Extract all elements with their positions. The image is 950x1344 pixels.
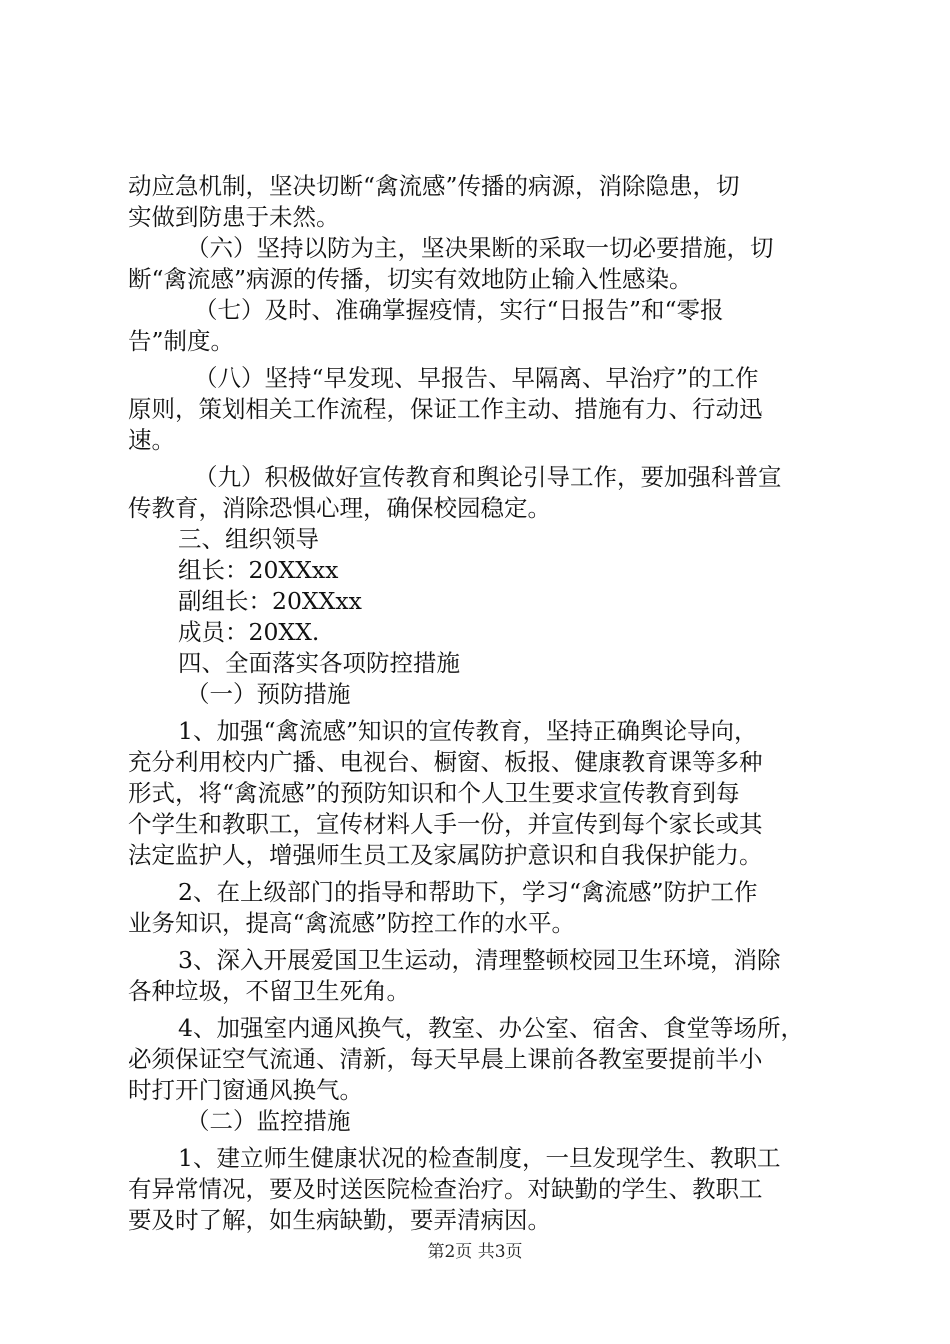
text-line: 4、加强室内通风换气，教室、办公室、宿舍、食堂等场所， [178,1014,804,1042]
text-line: 各种垃圾，不留卫生死角。 [128,977,410,1005]
text-line: 1、建立师生健康状况的检查制度，一旦发现学生、教职工 [178,1144,781,1172]
text-line: 传教育，消除恐惧心理，确保校园稳定。 [128,494,551,522]
text-line: （六）坚持以防为主，坚决果断的采取一切必要措施，切 [186,234,774,262]
subsection-heading: （二）监控措施 [186,1107,351,1135]
text-line: 组长：20XXxx [178,556,339,584]
text-line: （七）及时、准确掌握疫情，实行“日报告”和“零报 [194,296,724,324]
text-line: 原则，策划相关工作流程，保证工作主动、措施有力、行动迅 [128,395,763,423]
text-line: 业务知识，提高“禽流感”防控工作的水平。 [128,909,576,937]
text-line: （八）坚持“早发现、早报告、早隔离、早治疗”的工作 [194,364,759,392]
text-line: 有异常情况，要及时送医院检查治疗。对缺勤的学生、教职工 [128,1175,763,1203]
text-line: 告”制度。 [128,327,235,355]
text-line: 2、在上级部门的指导和帮助下，学习“禽流感”防护工作 [178,878,758,906]
text-line: 要及时了解，如生病缺勤，要弄清病因。 [128,1206,551,1234]
text-line: 速。 [128,426,175,454]
text-line: 形式，将“禽流感”的预防知识和个人卫生要求宣传教育到每 [128,779,740,807]
text-line: 必须保证空气流通、清新，每天早晨上课前各教室要提前半小 [128,1045,763,1073]
page-footer [0,1241,950,1263]
text-line: 法定监护人，增强师生员工及家属防护意识和自我保护能力。 [128,841,763,869]
text-line: 实做到防患于未然。 [128,203,340,231]
section-heading: 四、全面落实各项防控措施 [178,649,460,677]
text-line: 动应急机制，坚决切断“禽流感”传播的病源，消除隐患，切 [128,172,740,200]
text-line: 个学生和教职工，宣传材料人手一份，并宣传到每个家长或其 [128,810,763,838]
text-line: 3、深入开展爱国卫生运动，清理整顿校园卫生环境，消除 [178,946,781,974]
text-line: 时打开门窗通风换气。 [128,1076,363,1104]
section-heading: 三、组织领导 [178,525,319,553]
text-line: 充分利用校内广播、电视台、橱窗、板报、健康教育课等多种 [128,748,763,776]
text-line: 副组长：20XXxx [178,587,362,615]
text-line: 断“禽流感”病源的传播，切实有效地防止输入性感染。 [128,265,693,293]
page-number-label: 第2页 共3页 [427,1242,523,1262]
subsection-heading: （一）预防措施 [186,680,351,708]
document-body [128,171,828,1236]
text-line: 成员：20XX. [178,618,320,646]
text-line: （九）积极做好宣传教育和舆论引导工作，要加强科普宣 [194,463,782,491]
text-line: 1、加强“禽流感”知识的宣传教育，坚持正确舆论导向， [178,717,758,745]
